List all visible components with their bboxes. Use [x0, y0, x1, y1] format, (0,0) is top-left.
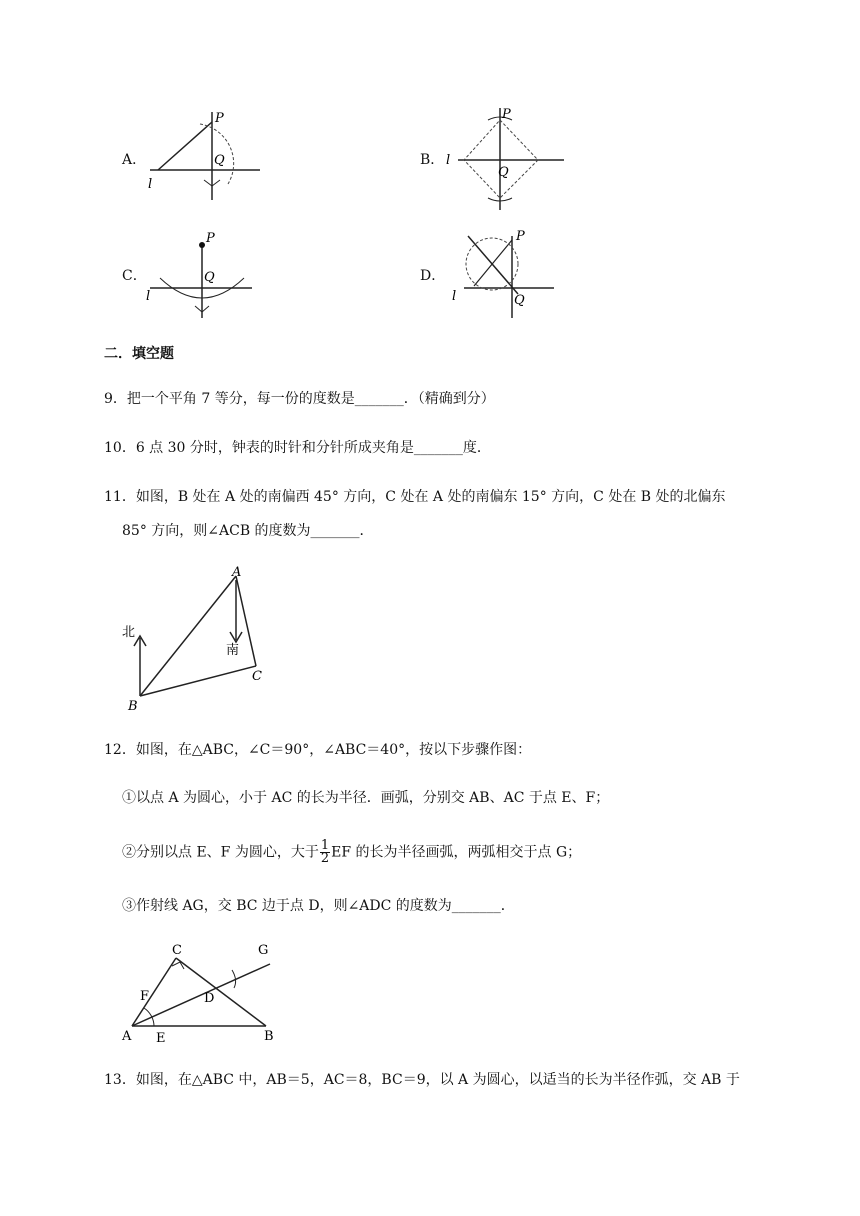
label-g: G — [258, 943, 269, 958]
label-a: A — [232, 565, 242, 580]
question-10: 10．6 点 30 分时，钟表的时针和分针所成夹角是_______度． — [104, 440, 491, 456]
option-d-label: D． — [420, 268, 446, 284]
label-q: Q — [498, 165, 509, 180]
fraction-numerator: 1 — [320, 838, 330, 853]
label-p: P — [516, 229, 525, 244]
q12-figure — [114, 938, 294, 1048]
label-e: E — [156, 1031, 166, 1046]
label-p: P — [215, 111, 224, 126]
question-12-intro: 12．如图，在△ABC，∠C＝90°，∠ABC＝40°，按以下步骤作图： — [104, 742, 532, 758]
label-l: l — [446, 153, 451, 168]
label-q: Q — [214, 153, 225, 168]
option-b-label: B． — [420, 152, 445, 168]
label-q: Q — [514, 293, 525, 308]
label-a: A — [122, 1029, 132, 1044]
fraction-denominator: 2 — [320, 851, 330, 866]
label-south: 南 — [226, 643, 240, 658]
q11-figure — [110, 562, 280, 717]
label-p: P — [206, 231, 215, 246]
label-d: D — [204, 991, 215, 1006]
question-12-step2 — [122, 840, 581, 865]
option-c-label: C． — [122, 268, 147, 284]
step2-pre: ②分别以点 E、F 为圆心，大于 — [122, 844, 319, 861]
question-11-line1: 11．如图，B 处在 A 处的南偏西 45° 方向，C 处在 A 处的南偏东 15° 方向，C 处在 B 处的北偏东 — [104, 489, 726, 505]
section-title: 二．填空题 — [104, 346, 174, 362]
option-a-figure — [140, 100, 280, 210]
label-c: C — [252, 669, 262, 684]
question-9: 9．把一个平角 7 等分，每一份的度数是_______．（精确到分） — [104, 391, 495, 407]
label-f: F — [140, 989, 150, 1004]
label-c: C — [172, 943, 182, 958]
question-13: 13．如图，在△ABC 中，AB＝5，AC＝8，BC＝9，以 A 为圆心，以适当的长为半径作弧，交 AB 于 — [104, 1072, 740, 1088]
fraction-one-half — [320, 840, 330, 865]
label-north: 北 — [122, 625, 136, 640]
label-l: l — [452, 289, 457, 304]
label-q: Q — [204, 270, 215, 285]
option-a-label: A． — [122, 152, 147, 168]
question-11-line2: 85° 方向，则∠ACB 的度数为_______． — [122, 523, 374, 539]
label-b: B — [128, 699, 138, 714]
step2-post: EF 的长为半径画弧，两弧相交于点 G； — [331, 844, 582, 861]
option-c-figure — [140, 226, 270, 321]
option-b-figure — [440, 100, 570, 215]
question-12-step3: ③作射线 AG，交 BC 边于点 D，则∠ADC 的度数为_______． — [122, 898, 515, 914]
label-p: P — [502, 107, 511, 122]
option-d-figure — [440, 226, 570, 321]
question-12-step1: ①以点 A 为圆心，小于 AC 的长为半径．画弧，分别交 AB、AC 于点 E、F； — [122, 790, 610, 806]
label-l: l — [146, 289, 151, 304]
label-l: l — [148, 177, 153, 192]
label-b: B — [264, 1029, 274, 1044]
